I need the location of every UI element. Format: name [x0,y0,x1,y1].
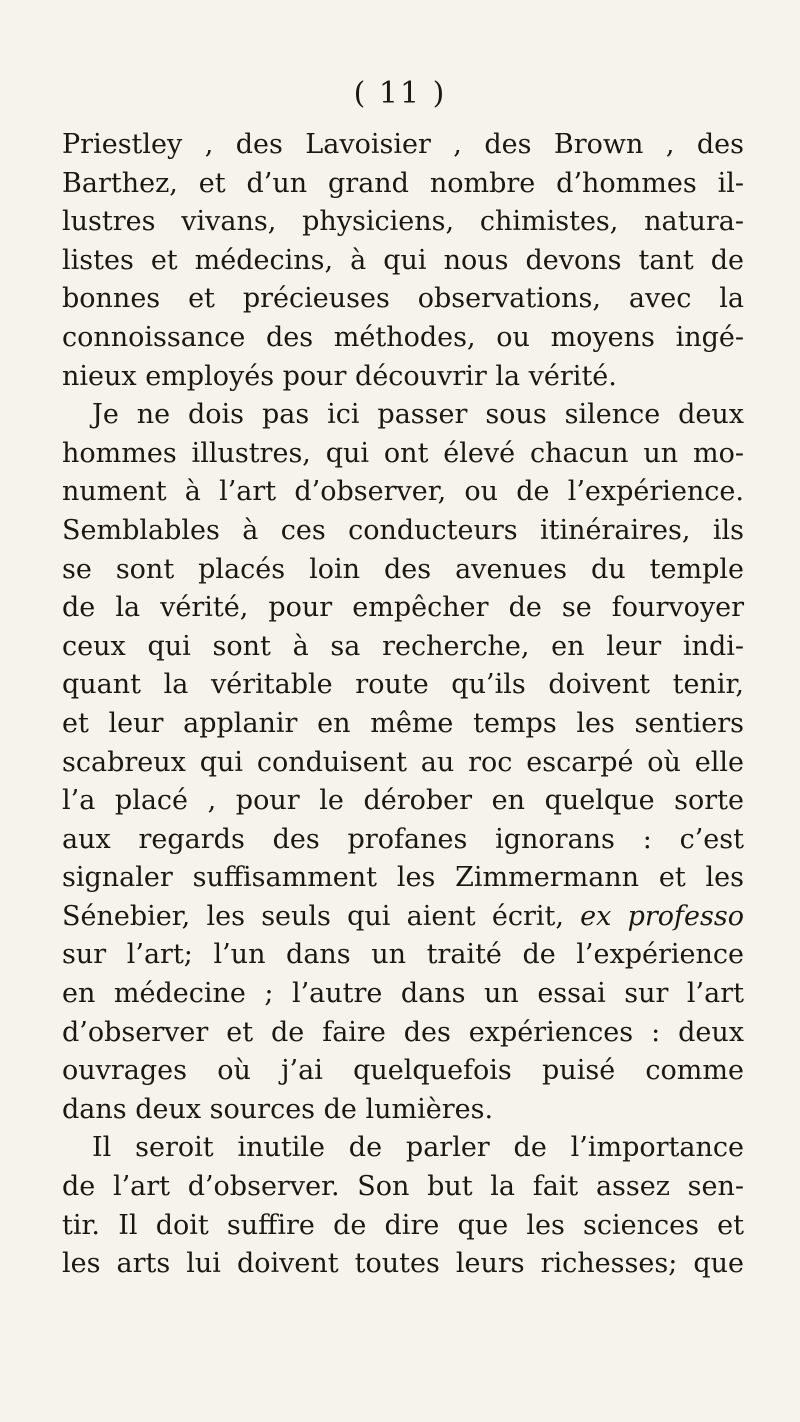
text-line [62,473,744,512]
text-line-content: de l’art d’observer. Son but la fait assez sen- [62,1171,744,1203]
text-line-content: Priestley , des Lavoisier , des Brown , des [62,129,744,160]
text-line-content: dans deux sources de lumières. [62,1093,494,1125]
text-line-content: lustres vivans, physiciens, chimistes, natura- [62,206,744,238]
text-line [62,1168,744,1207]
text-line [62,126,744,165]
text-line [62,358,744,397]
text-line [62,242,744,281]
text-line-content: et leur applanir en même temps les sentiers [62,707,744,739]
text-line [62,1091,744,1130]
text-line [62,435,744,474]
text-line [62,898,744,937]
text-line-content: listes et médecins, à qui nous devons tant de [62,244,744,276]
text-line-content: bonnes et précieuses observations, avec la [62,283,744,315]
text-line [62,975,744,1014]
text-line-content: aux regards des profanes ignorans : c’est [62,823,744,855]
text-line [62,1014,744,1053]
text-line-content: ceux qui sont à sa recherche, en leur indi- [62,630,744,662]
text-line-content: nument à l’art d’observer, ou de l’expérience. [62,476,744,508]
text-line-content: de la vérité, pour empêcher de se fourvoyer [62,592,744,624]
text-line [62,628,744,667]
page-number: ( 11 ) [353,76,447,111]
text-line [62,319,744,358]
text-line-content: Barthez, et d’un grand nombre d’hommes il- [62,167,744,199]
text-line [62,396,744,435]
text-line-content: Sénebier, les seuls qui aient écrit, [62,900,581,932]
text-line [62,1245,744,1284]
text-line [62,165,744,204]
text-line [62,782,744,821]
text-line-content: tir. Il doit suffire de dire que les sciences et [62,1209,744,1241]
text-line-content: nieux employés pour découvrir la vérité. [62,360,617,392]
text-line [62,1207,744,1246]
body-text [62,126,744,1284]
text-line-content: quant la véritable route qu’ils doivent tenir, [62,669,744,701]
text-line-content: hommes illustres, qui ont élevé chacun un mo- [62,437,744,469]
text-line [62,936,744,975]
text-line-content: signaler suffisamment les Zimmermann et les [62,862,744,894]
text-line-content: d’observer et de faire des expériences : deux [62,1016,744,1048]
text-line-content: en médecine ; l’autre dans un essai sur l’art [62,978,744,1010]
text-line [62,551,744,590]
text-line [62,859,744,898]
text-line-content: Il seroit inutile de parler de l’importance [92,1132,744,1164]
text-line [62,705,744,744]
text-line-content: se sont placés loin des avenues du temple [62,553,744,585]
text-line-content: scabreux qui conduisent au roc escarpé où elle [62,746,744,778]
text-line-content: Je ne dois pas ici passer sous silence deux [92,399,744,431]
text-line-content: les arts lui doivent toutes leurs richesses; que [62,1248,744,1280]
text-line-content: connoissance des méthodes, ou moyens ingé- [62,321,744,353]
text-line [62,280,744,319]
text-line [62,1052,744,1091]
text-line [62,821,744,860]
text-line [62,744,744,783]
text-line-content: sur l’art; l’un dans un traité de l’expérience [62,939,744,971]
text-line-content: l’a placé , pour le dérober en quelque sorte [62,785,744,817]
text-line [62,203,744,242]
text-line-content: Semblables à ces conducteurs itinéraires, ils [62,514,744,546]
text-line [62,589,744,628]
text-line [62,512,744,551]
text-line [62,1129,744,1168]
italic-phrase: ex professo [580,900,744,932]
text-line [62,666,744,705]
text-line-content: ouvrages où j’ai quelquefois puisé comme [62,1055,744,1087]
